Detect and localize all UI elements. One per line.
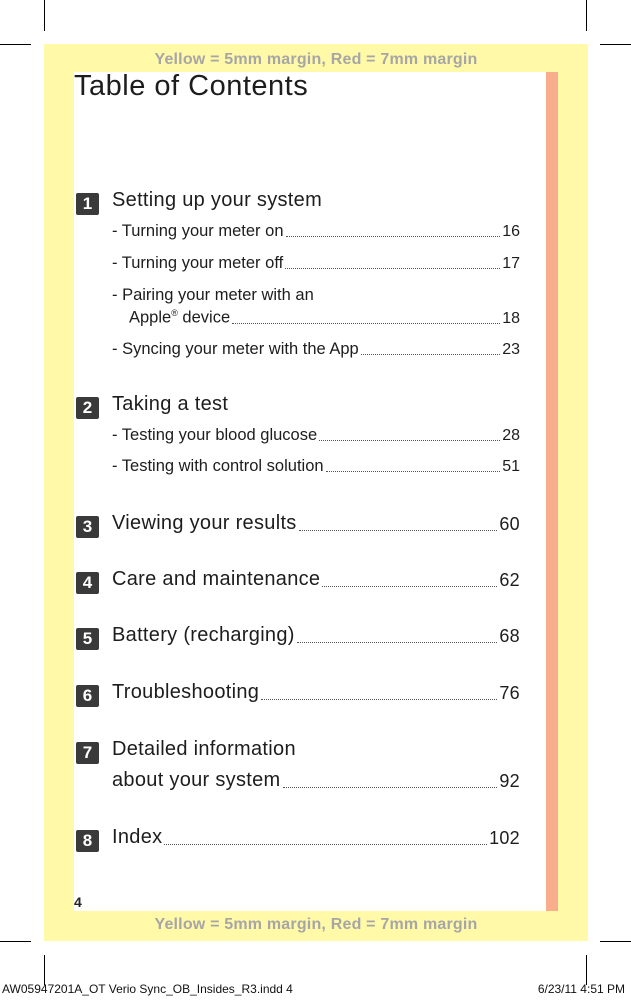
toc-entry[interactable] — [112, 254, 520, 273]
section-number-badge: 3 — [76, 516, 99, 538]
toc-entry-page: 68 — [499, 626, 520, 646]
section-number-badge: 8 — [76, 830, 99, 852]
file-slug: AW05947201A_OT Verio Sync_OB_Insides_R3.indd 4 — [2, 982, 293, 996]
crop-mark — [600, 941, 631, 942]
section-title-text: Battery (recharging) — [112, 624, 295, 646]
dot-leader — [285, 267, 500, 269]
section-title[interactable]: Detailed information — [112, 738, 296, 760]
toc-entry-label-device: device — [177, 308, 231, 327]
registered-mark: ® — [171, 308, 178, 318]
toc-entry-label: - Testing with control solution — [112, 457, 324, 475]
dot-leader — [361, 353, 501, 355]
toc-entry-page: 18 — [502, 309, 520, 327]
toc-entry-page: 60 — [499, 514, 520, 534]
toc-entry-label: - Testing your blood glucose — [112, 426, 318, 444]
margin-note-top: Yellow = 5mm margin, Red = 7mm margin — [154, 51, 478, 68]
toc-entry[interactable] — [112, 512, 520, 535]
toc-entry-page: 17 — [502, 255, 520, 272]
section-number-badge: 2 — [76, 397, 99, 419]
section-number-badge: 4 — [76, 572, 99, 594]
toc-entry-label: - Turning your meter on — [112, 222, 284, 240]
page-title: Table of Contents — [74, 70, 309, 102]
red-margin-strip — [546, 72, 558, 911]
section-number-badge: 1 — [76, 193, 99, 215]
toc-entry-page: 16 — [502, 223, 520, 240]
section-number-badge: 7 — [76, 742, 99, 764]
crop-mark — [0, 941, 31, 942]
section-title-text: Index — [112, 826, 163, 848]
toc-entry[interactable] — [112, 826, 520, 849]
toc-entry[interactable] — [112, 457, 520, 476]
section-title-text: about your system — [112, 769, 281, 791]
toc-entry-label-line1[interactable]: - Pairing your meter with an — [112, 286, 314, 304]
section-number-badge: 5 — [76, 628, 99, 650]
margin-note-bottom: Yellow = 5mm margin, Red = 7mm margin — [154, 916, 478, 933]
dot-leader — [261, 698, 497, 700]
crop-mark — [600, 44, 631, 45]
toc-entry-page: 76 — [499, 683, 520, 703]
toc-entry[interactable] — [112, 340, 520, 359]
section-number-badge: 6 — [76, 685, 99, 707]
dot-leader — [232, 322, 500, 324]
dot-leader — [164, 843, 487, 845]
dot-leader — [283, 786, 498, 788]
date-slug: 6/23/11 4:51 PM — [537, 982, 625, 996]
crop-mark — [586, 0, 587, 31]
dot-leader — [297, 641, 498, 643]
crop-mark — [586, 955, 587, 985]
section-title-text: Troubleshooting — [112, 681, 260, 703]
crop-mark — [0, 44, 31, 45]
toc-entry-label-apple: Apple — [129, 308, 172, 327]
toc-entry-label: - Syncing your meter with the App — [112, 340, 359, 358]
section-title[interactable] — [112, 189, 322, 212]
section-title[interactable] — [112, 393, 228, 416]
toc-entry[interactable] — [112, 568, 520, 591]
dot-leader — [326, 470, 501, 472]
crop-mark — [44, 0, 45, 31]
crop-mark — [44, 955, 45, 985]
dot-leader — [299, 529, 498, 531]
toc-entry-page: 102 — [489, 828, 520, 848]
toc-entry-page: 28 — [502, 427, 520, 444]
toc-entry[interactable] — [112, 624, 520, 647]
page-number: 4 — [74, 894, 82, 910]
section-title-text: Taking a test — [112, 393, 229, 415]
toc-entry[interactable] — [112, 769, 520, 792]
section-title-text: Setting up your system — [112, 189, 323, 211]
dot-leader — [286, 235, 501, 237]
toc-entry-label-line2 — [129, 308, 230, 328]
dot-leader — [319, 439, 500, 441]
section-title-text: Viewing your results — [112, 512, 297, 534]
section-title-text: Care and maintenance — [112, 568, 321, 590]
toc-entry[interactable] — [112, 426, 520, 445]
toc-entry-page: 23 — [502, 341, 520, 358]
toc-entry[interactable] — [112, 681, 520, 704]
toc-entry-label: - Turning your meter off — [112, 254, 284, 272]
dot-leader — [322, 585, 497, 587]
toc-entry[interactable] — [129, 308, 520, 328]
toc-entry-page: 62 — [499, 570, 520, 590]
toc-entry-page: 92 — [499, 771, 520, 791]
toc-entry-page: 51 — [502, 458, 520, 475]
toc-entry[interactable] — [112, 222, 520, 241]
